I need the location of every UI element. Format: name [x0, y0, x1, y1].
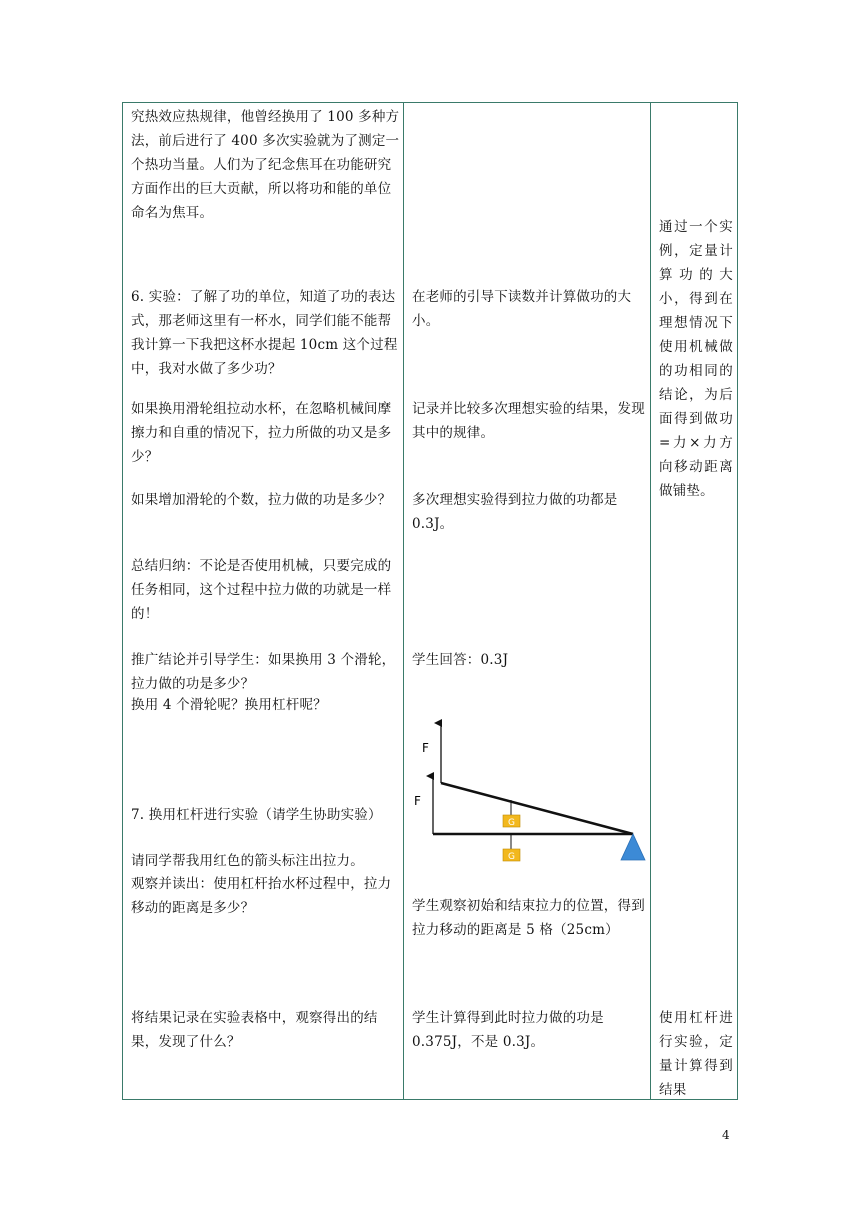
mark-force-text: 请同学帮我用红色的箭头标注出拉力。: [131, 853, 364, 869]
force-label-bottom: F: [414, 794, 421, 808]
intro-text: 究热效应热规律，他曾经换用了 100 多种方法，前后进行了 400 多次实验就为了测定一个热功当量。人们为了纪念焦耳在功能研究方面作出的巨大贡献，所以将功和能的单位命名为焦耳。: [131, 109, 400, 221]
generalize2-text: 换用 4 个滑轮呢？换用杠杆呢？: [131, 697, 327, 713]
purpose1-text: 通过一个实例，定量计算功的大小，得到在理想情况下使用机械做的功相同的结论，为后面得到做功=力×力方向移动距离做铺垫。: [659, 219, 733, 499]
weight-label-bottom: G: [508, 852, 515, 862]
weight-label-top: G: [508, 818, 515, 828]
column-divider-1: [403, 103, 404, 1099]
column-divider-2: [650, 103, 651, 1099]
step6-text: 6. 实验：了解了功的单位，知道了功的表达式，那老师这里有一杯水，同学们能不能帮我计算一下我把这杯水提起 10cm 这个过程中，我对水做了多少功？: [131, 289, 398, 377]
result-03-text: 多次理想实验得到拉力做的功都是 0.3J。: [412, 492, 618, 532]
lesson-table: [122, 102, 738, 1100]
record-text: 将结果记录在实验表格中，观察得出的结果，发现了什么？: [131, 1010, 378, 1050]
answer-text: 学生回答：0.3J: [412, 652, 509, 668]
pivot-triangle: [621, 834, 645, 860]
page-number: 4: [722, 1128, 730, 1142]
compare-text: 记录并比较多次理想实验的结果，发现其中的规律。: [412, 401, 645, 441]
lever-diagram: [413, 703, 653, 863]
lever-tilted: [441, 783, 633, 834]
more-pulleys-question: 如果增加滑轮的个数，拉力做的功是多少？: [131, 492, 392, 508]
observe-text: 观察并读出：使用杠杆抬水杯过程中，拉力移动的距离是多少？: [131, 876, 392, 916]
pulley-question: 如果换用滑轮组拉动水杯，在忽略机械间摩擦力和自重的情况下，拉力所做的功又是多少？: [131, 401, 392, 465]
calc-0375-text: 学生计算得到此时拉力做的功是 0.375J，不是 0.3J。: [412, 1010, 604, 1050]
step7-text: 7. 换用杠杆进行实验（请学生协助实验）: [131, 807, 382, 823]
read-calc-text: 在老师的引导下读数并计算做功的大小。: [412, 289, 632, 329]
force-label-top: F: [422, 741, 429, 755]
generalize-text: 推广结论并引导学生：如果换用 3 个滑轮，拉力做的功是多少？: [131, 652, 396, 692]
purpose2-text: 使用杠杆进行实验，定量计算得到结果: [659, 1010, 733, 1098]
distance-text: 学生观察初始和结束拉力的位置，得到拉力移动的距离是 5 格（25cm）: [412, 898, 645, 938]
summary-text: 总结归纳：不论是否使用机械，只要完成的任务相同，这个过程中拉力做的功就是一样的！: [131, 558, 392, 622]
